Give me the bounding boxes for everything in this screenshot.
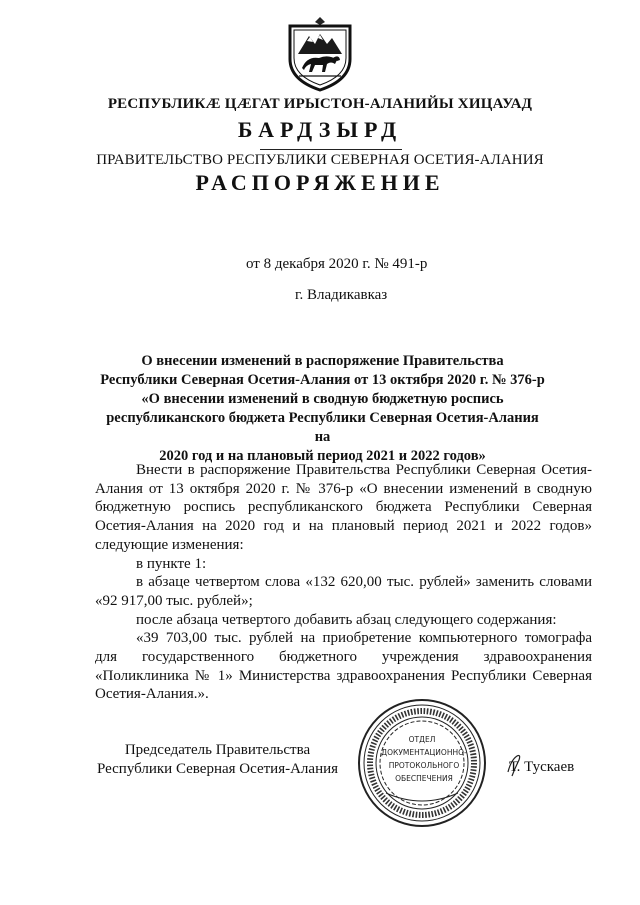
header-divider [260,149,402,150]
official-seal-stamp [356,697,488,829]
signatory-position-line-2: Республики Северная Осетия-Алания [96,761,339,777]
header-line-russian: ПРАВИТЕЛЬСТВО РЕСПУБЛИКИ СЕВЕРНАЯ ОСЕТИЯ-АЛАНИЯ [96,152,544,168]
body-paragraph-2: в пункте 1: [136,555,207,572]
stamp-text-2: ДОКУМЕНТАЦИОННО- [381,748,467,757]
document-body [95,461,592,704]
body-paragraph-5: «39 703,00 тыс. рублей на приобретение компьютерного томографа для государственного бюджетного учреждения здравоохранения «Поликлиника № 1» Министерства здравоохранения Республики Северная Осетия-Алания.». [95,630,592,703]
coat-of-arms-emblem [285,14,355,92]
subject-line-3: «О внесении изменений в сводную бюджетную роспись [141,391,504,407]
document-subject-title [100,352,545,466]
subject-line-2: Республики Северная Осетия-Алания от 13 октября 2020 г. № 376-р [100,372,545,388]
signatory-position-line-1: Председатель Правительства [124,742,311,758]
body-paragraph-1: Внести в распоряжение Правительства Республики Северная Осетия-Алания от 13 октября 2020 г. № 376-р «О внесении изменений в сводную бюджетную роспись республиканского бюджета Республики Северная Осетия-Алания на 2020 год и на плановый период 2021 и 2022 годов» следующие изменения: [95,462,592,553]
subject-line-5: 2020 год и на плановый период 2021 и 2022 годов» [159,448,486,464]
header-title-ossetian: БАРДЗЫРД [237,117,403,142]
document-date-number: от 8 декабря 2020 г. № 491-р [246,256,428,272]
stamp-text-4: ОБЕСПЕЧЕНИЯ [395,774,453,783]
header-line-ossetian: РЕСПУБЛИКӔ ЦӔГАТ ИРЫСТОН-АЛАНИЙЫ ХИЦАУАД [107,96,533,112]
subject-line-4: республиканского бюджета Республики Северная Осетия-Алания на [106,410,539,445]
document-type-title: РАСПОРЯЖЕНИЕ [195,170,445,195]
body-paragraph-4: после абзаца четвертого добавить абзац следующего содержания: [136,611,557,628]
signatory-name: Т. Тускаев [509,759,575,775]
stamp-text-1: ОТДЕЛ [408,735,436,744]
subject-line-1: О внесении изменений в распоряжение Правительства [141,353,504,369]
document-city: г. Владикавказ [295,287,388,303]
body-paragraph-3: в абзаце четвертом слова «132 620,00 тыс. рублей» заменить словами «92 917,00 тыс. рублей»; [95,574,592,609]
signatory-position [95,741,340,779]
stamp-text-3: ПРОТОКОЛЬНОГО [388,761,460,770]
